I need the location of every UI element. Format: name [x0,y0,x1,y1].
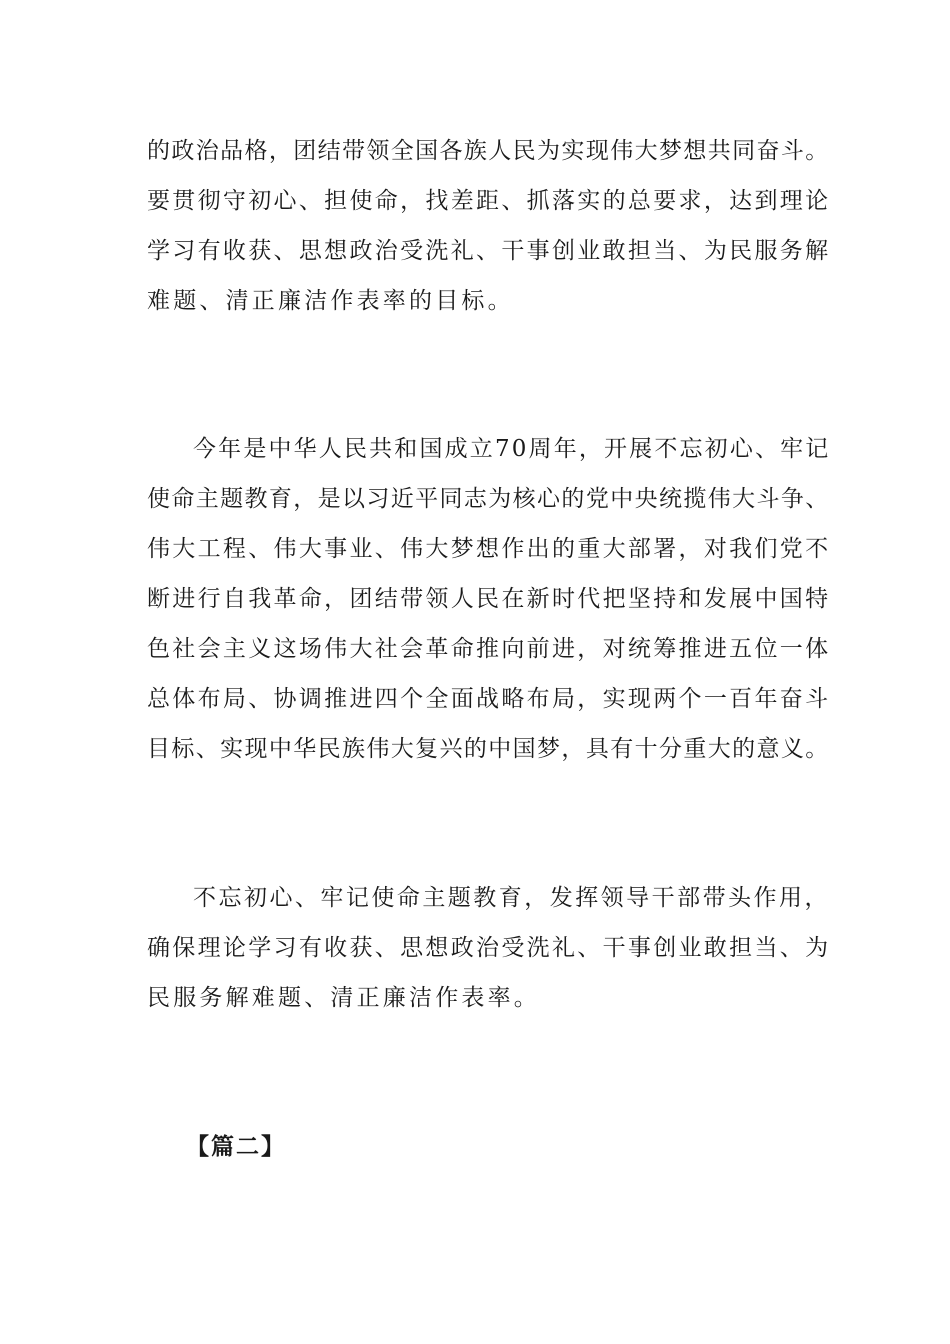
section-heading: 【篇二】 [186,1134,286,1160]
paragraph-1-line-4: 难题、清正廉洁作表率的目标。 [147,288,514,314]
paragraph-2-line-2: 使命主题教育，是以习近平同志为核心的党中央统揽伟大斗争、 [147,486,830,512]
paragraph-2-line-4: 断进行自我革命，团结带领人民在新时代把坚持和发展中国特 [147,586,831,612]
paragraph-1-line-2: 要贯彻守初心、担使命，找差距、抓落实的总要求，达到理论 [147,188,831,214]
paragraph-3-line-1: 不忘初心、牢记使命主题教育，发挥领导干部带头作用， [193,885,830,911]
paragraph-1-line-1: 的政治品格，团结带领全国各族人民为实现伟大梦想共同奋斗。 [147,138,830,164]
paragraph-2-line-7: 目标、实现中华民族伟大复兴的中国梦，具有十分重大的意义。 [147,736,830,762]
paragraph-2-line-5: 色社会主义这场伟大社会革命推向前进，对统筹推进五位一体 [147,636,831,662]
paragraph-3-line-2: 确保理论学习有收获、思想政治受洗礼、干事创业敢担当、为 [147,935,831,961]
paragraph-2-line-1: 今年是中华人民共和国成立70周年，开展不忘初心、牢记 [193,436,831,462]
paragraph-2-line-3: 伟大工程、伟大事业、伟大梦想作出的重大部署，对我们党不 [147,536,831,562]
paragraph-2-line-6: 总体布局、协调推进四个全面战略布局，实现两个一百年奋斗 [147,686,831,712]
paragraph-3-line-3: 民服务解难题、清正廉洁作表率。 [147,985,540,1011]
paragraph-1-line-3: 学习有收获、思想政治受洗礼、干事创业敢担当、为民服务解 [147,238,831,264]
